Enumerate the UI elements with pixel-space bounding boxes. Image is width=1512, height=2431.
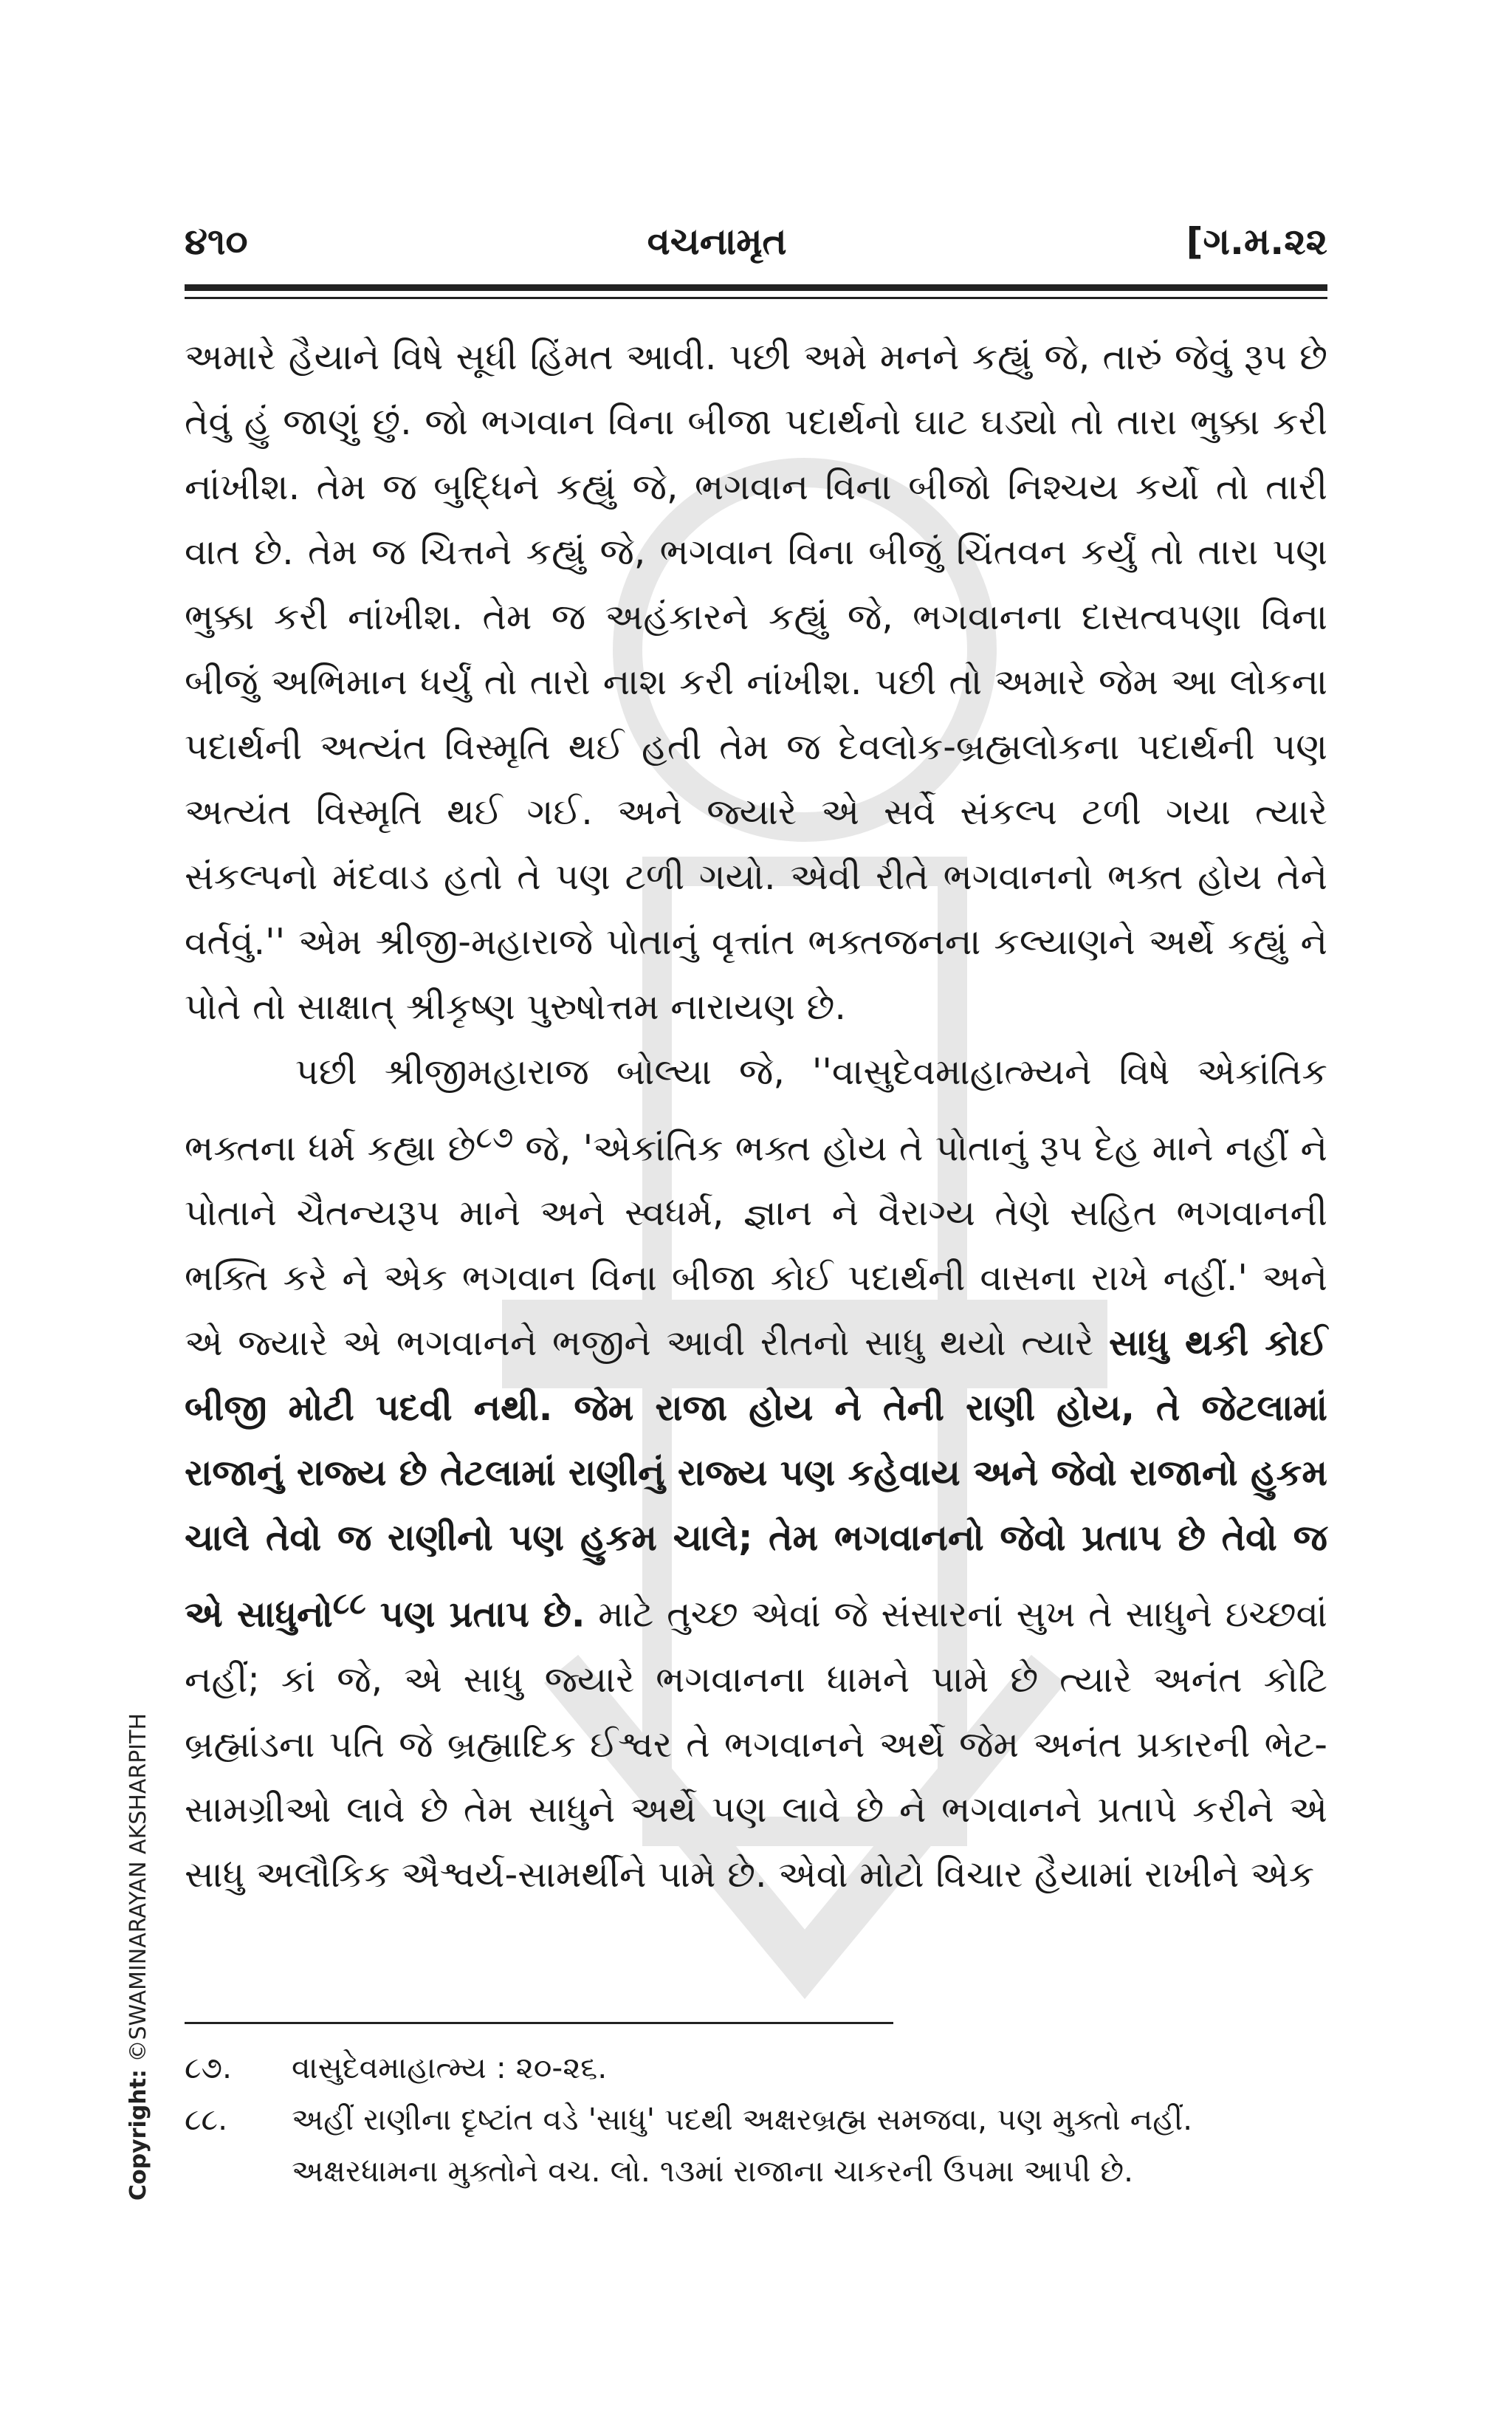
body-text — [185, 325, 1327, 1907]
paragraph-2-bold-b: પણ પ્રતાપ છે. — [365, 1593, 585, 1636]
copyright-label: Copyright: — [126, 2069, 151, 2201]
footnote-text: વાસુદેવમાહાત્મ્ય : ૨૦-૨૬. — [292, 2050, 608, 2085]
running-title: વચનામૃત — [647, 219, 787, 263]
footnote-item — [185, 2094, 1327, 2197]
paragraph-2-bold-a: સાધુ થકી કોઈ બીજી મોટી પદવી નથી. જેમ રાજા હોય ને તેની રાણી હોય, તે જેટલામાં રાજાનું રાજ્ય છે તેટલામાં રાણીનું રાજ્ય પણ કહેવાય અને જેવો રાજાનો હુકમ ચાલે તેવો જ રાણીનો પણ હુકમ ચાલે; તેમ ભગવાનનો જેવો પ્રતાપ છે તેવો જ એ સાધુનો — [185, 1322, 1328, 1636]
copyright-holder: ©SWAMINARAYAN AKSHARPITH — [126, 1712, 151, 2063]
paragraph-1: અમારે હૈયાને વિષે સૂધી હિંમત આવી. પછી અમે મનને કહ્યું જે, તારું જેવું રૂપ છે તેવું હું જાણું છું. જો ભગવાન વિના બીજા પદાર્થનો ઘાટ ઘડ્યો તો તારા ભુક્કા કરી નાંખીશ. તેમ જ બુદ્ધિને કહ્યું જે, ભગવાન વિના બીજો નિશ્ચય કર્યો તો તારી વાત છે. તેમ જ ચિત્તને કહ્યું જે, ભગવાન વિના બીજું ચિંતવન કર્યું તો તારા પણ ભુક્કા કરી નાંખીશ. તેમ જ અહંકારને કહ્યું જે, ભગવાનના દાસત્વપણા વિના બીજું અભિમાન ધર્યું તો તારો નાશ કરી નાંખીશ. પછી તો અમારે જેમ આ લોકના પદાર્થની અત્યંત વિસ્મૃતિ થઈ હતી તેમ જ દેવલોક-બ્રહ્મલોકના પદાર્થની પણ અત્યંત વિસ્મૃતિ થઈ ગઈ. અને જ્યારે એ સર્વે સંકલ્પ ટળી ગયા ત્યારે સંકલ્પનો મંદવાડ હતો તે પણ ટળી ગયો. એવી રીતે ભગવાનનો ભક્ત હોય તેને વર્તવું.'' એમ શ્રીજી-મહારાજે પોતાનું વૃત્તાંત ભક્તજનના કલ્યાણને અર્થે કહ્યું ને પોતે તો સાક્ષાત્ શ્રીકૃષ્ણ પુરુષોત્તમ નારાયણ છે. — [185, 336, 1327, 1028]
paragraph-2-tail: માટે તુચ્છ એવાં જે સંસારનાં સુખ તે સાધુને ઇચ્છવાં નહીં; કાં જે, એ સાધુ જ્યારે ભગવાનના ધામને પામે છે ત્યારે અનંત કોટિ બ્રહ્માંડના પતિ જે બ્રહ્માદિક ઈશ્વર તે ભગવાનને અર્થે જેમ અનંત પ્રકારની ભેટ-સામગ્રીઓ લાવે છે તેમ સાધુને અર્થે પણ લાવે છે ને ભગવાનને પ્રતાપે કરીને એ સાધુ અલૌકિક ઐશ્વર્ય-સામર્થીને પામે છે. એવો મોટો વિચાર હૈયામાં રાખીને એક — [185, 1593, 1327, 1896]
footnote-ref-87: ૮૭ — [475, 1120, 514, 1155]
footnotes — [185, 2042, 1327, 2197]
header-rule-thin — [185, 297, 1327, 299]
header-rule-thick — [185, 284, 1327, 291]
section-reference: [ગ.મ.૨૨ — [1186, 219, 1327, 263]
footnote-number: ૮૮. — [185, 2102, 228, 2137]
footnote-text: અહીં રાણીના દૃષ્ટાંત વડે 'સાધુ' પદથી અક્ષરબ્રહ્મ સમજવા, પણ મુક્તો નહીં. અક્ષરધામના મુક્તોને વચ. લો. ૧૩માં રાજાના ચાકરની ઉપમા આપી છે. — [292, 2102, 1193, 2189]
paragraph-2-mid: જે, 'એકાંતિક ભક્ત હોય તે પોતાનું રૂપ દેહ માને નહીં ને પોતાને ચૈતન્યરૂપ માને અને સ્વધર્મ, જ્ઞાન ને વૈરાગ્ય તેણે સહિત ભગવાનની ભક્તિ કરે ને એક ભગવાન વિના બીજા કોઈ પદાર્થની વાસના રાખે નહીં.' અને એ જ્યારે એ ભગવાનને ભજીને આવી રીતનો સાધુ થયો ત્યારે — [185, 1127, 1328, 1365]
footnote-number: ૮૭. — [185, 2050, 233, 2085]
footnote-ref-88: ૮૮ — [332, 1585, 366, 1622]
footnote-item — [185, 2042, 1327, 2094]
page-header — [185, 216, 1327, 267]
paragraph-2 — [185, 1040, 1327, 1907]
footnote-rule — [185, 2022, 893, 2024]
paragraph-2-lead: પછી શ્રીજીમહારાજ બોલ્યા જે, ''વાસુદેવમાહાત્મ્યને વિષે એકાંતિક ભક્તના ધર્મ કહ્યા છે — [185, 1051, 1327, 1170]
copyright-notice — [126, 1713, 151, 2201]
page-number: ૪૧૦ — [185, 219, 248, 263]
